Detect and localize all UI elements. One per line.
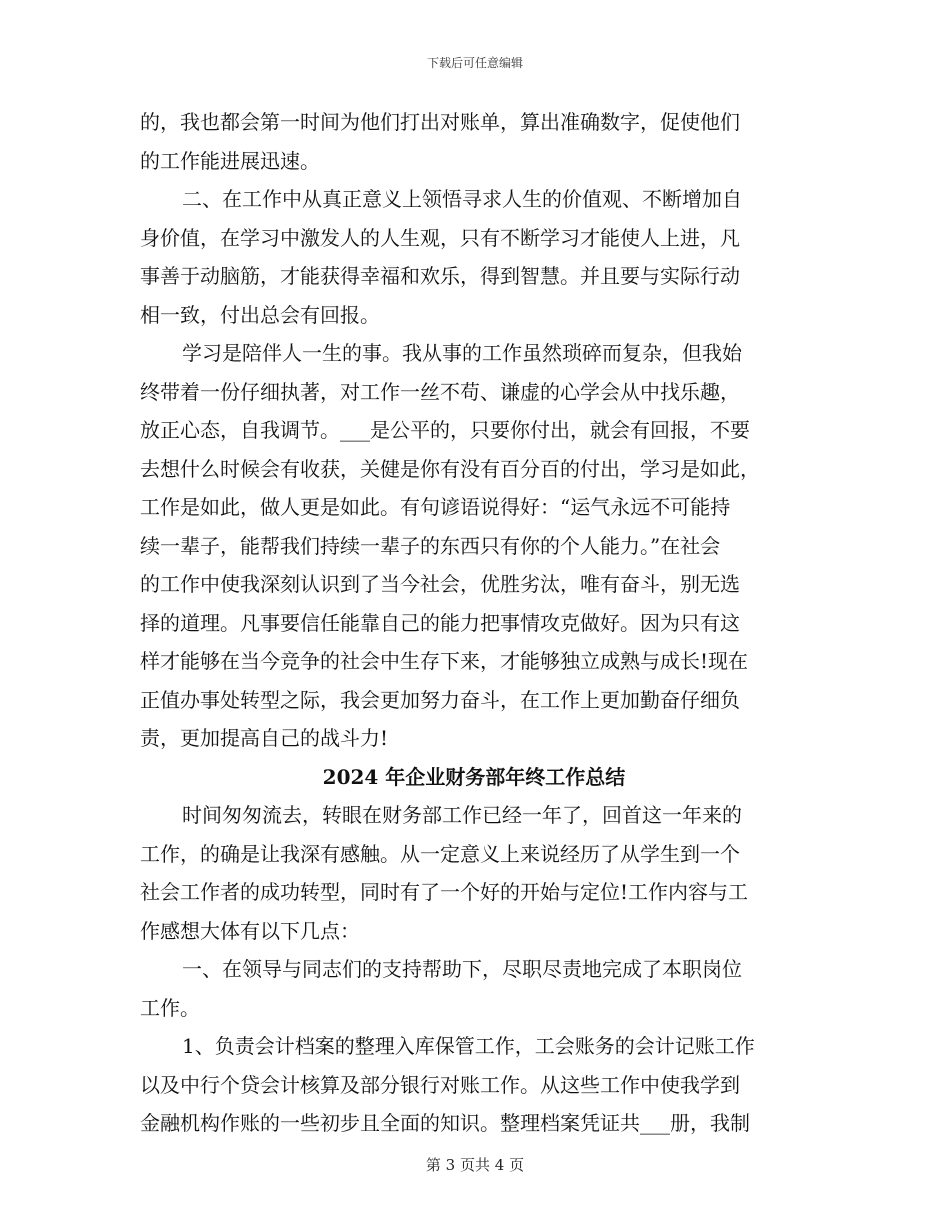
text-line: 放正心态，自我调节。___是公平的，只要你付出，就会有回报，不要 — [140, 418, 750, 442]
paragraph-start-line: 时间匆匆流去，转眼在财务部工作已经一年了，回首这一年来的 — [182, 803, 742, 827]
text-line: 工作。 — [140, 995, 200, 1020]
paragraph-start-line: 二、在工作中从真正意义上领悟寻求人生的价值观、不断增加自 — [182, 187, 742, 211]
page-footer: 第 3 页共 4 页 — [425, 1156, 525, 1174]
section-heading: 2024 年企业财务部年终工作总结 — [322, 764, 626, 789]
paragraph-start-line: 一、在领导与同志们的支持帮助下，尽职尽责地完成了本职岗位 — [182, 957, 742, 981]
text-line: 身价值，在学习中激发人的人生观，只有不断学习才能使人上进，凡 — [140, 225, 740, 250]
text-line: 续一辈子，能帮我们持续一辈子的东西只有你的个人能力。”在社会 — [140, 533, 721, 558]
page-header: 下载后可任意编辑 — [426, 56, 523, 70]
text-line: 社会工作者的成功转型，同时有了一个好的开始与定位!工作内容与工 — [140, 880, 749, 904]
document-body — [140, 103, 808, 1143]
text-line: 金融机构作账的一些初步且全面的知识。整理档案凭证共___册，我制 — [140, 1111, 750, 1135]
text-line: 责，更加提高自己的战斗力! — [140, 726, 389, 750]
text-line: 工作，的确是让我深有感触。从一定意义上来说经历了从学生到一个 — [140, 841, 740, 866]
text-line: 事善于动脑筋，才能获得幸福和欢乐，得到智慧。并且要与实际行动 — [140, 264, 740, 288]
text-line: 择的道理。凡事要信任能靠自己的能力把事情攻克做好。因为只有这 — [140, 610, 740, 635]
text-line: 作感想大体有以下几点： — [140, 918, 360, 943]
text-line: 样才能够在当今竞争的社会中生存下来，才能够独立成熟与成长!现在 — [140, 649, 749, 673]
text-line: 相一致，付出总会有回报。 — [140, 302, 380, 327]
paragraph-start-line: 1、负责会计档案的整理入库保管工作，工会账务的会计记账工作 — [182, 1034, 755, 1058]
text-line: 的工作中使我深刻认识到了当今社会，优胜劣汰，唯有奋斗，别无选 — [140, 572, 740, 596]
text-line: 以及中行个贷会计核算及部分银行对账工作。从这些工作中使我学到 — [140, 1072, 740, 1097]
text-line: 工作是如此，做人更是如此。有句谚语说得好：“运气永远不可能持 — [140, 495, 731, 519]
text-line: 的，我也都会第一时间为他们打出对账单，算出准确数字，促使他们 — [140, 110, 740, 134]
text-line: 去想什么时候会有收获，关健是你有没有百分百的付出，学习是如此， — [140, 456, 760, 481]
text-line: 的工作能进展迅速。 — [140, 148, 320, 173]
text-line: 终带着一份仔细执著，对工作一丝不苟、谦虚的心学会从中找乐趣， — [140, 379, 740, 404]
paragraph-start-line: 学习是陪伴人一生的事。我从事的工作虽然琐碎而复杂，但我始 — [182, 341, 742, 365]
text-line: 正值办事处转型之际，我会更加努力奋斗，在工作上更加勤奋仔细负 — [140, 687, 740, 712]
